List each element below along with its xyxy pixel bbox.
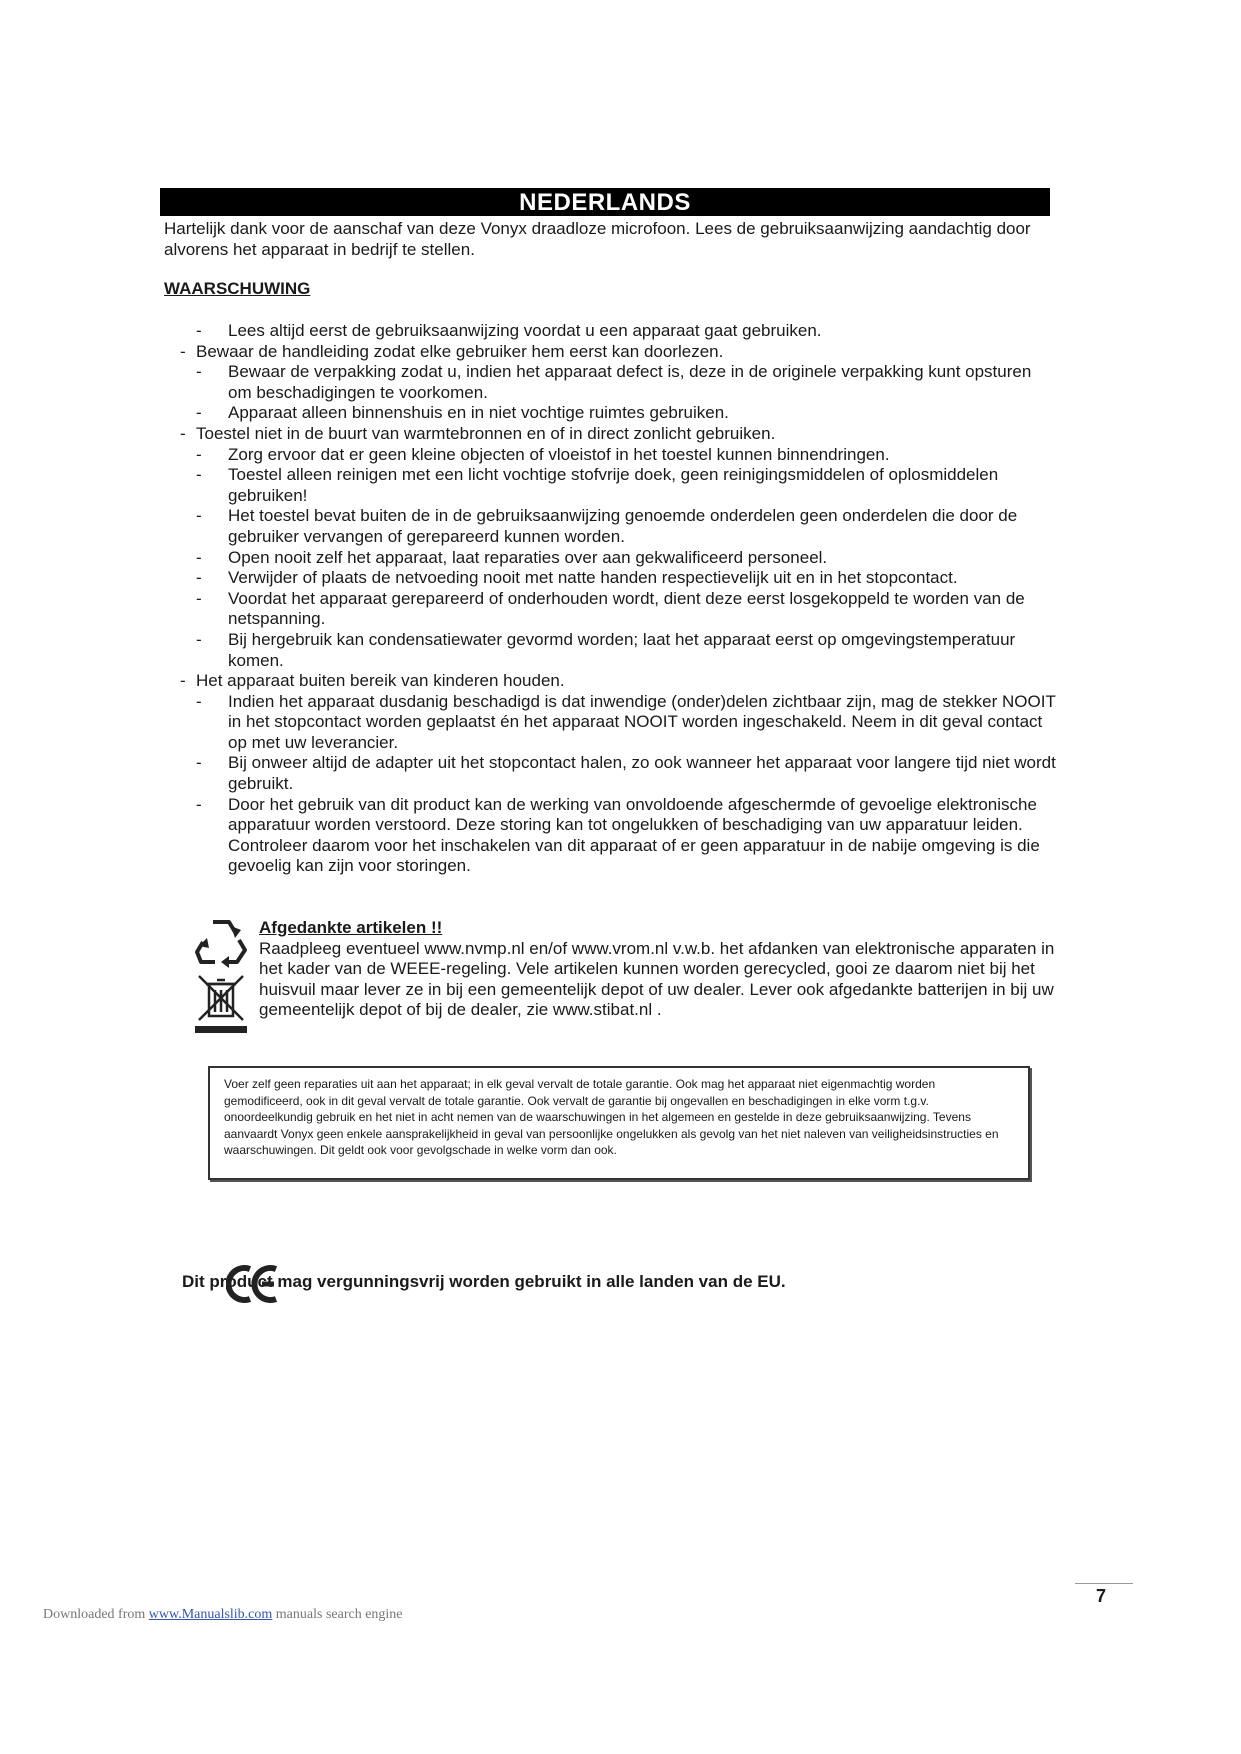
manualslib-link[interactable]: www.Manualslib.com [148,1607,273,1622]
warning-item: - Voordat het apparaat gerepareerd of onderhouden wordt, dient deze eerst losgekoppeld te worden van de netspanning. [196,588,1025,629]
ce-statement: Dit product mag vergunningsvrij worden gebruikt in alle landen van de EU. [182,1272,786,1291]
disposal-text: Raadpleeg eventueel www.nvmp.nl en/of www.vrom.nl v.w.b. het afdanken van elektronische apparaten in het kader van de WEEE-regeling. Vele artikelen kunnen worden gerecycled, gooi ze daarom niet bij het huisvuil maar lever ze in bij een gemeentelijk depot of uw dealer. Lever ook afgedankte batterijen in bij uw gemeentelijk depot of bij de dealer, zie www.stibat.nl . [259,938,1055,1020]
intro-text: Hartelijk dank voor de aanschaf van deze Vonyx draadloze microfoon. Lees de gebruiksaanwijzing aandachtig door alvorens het apparaat in bedrijf te stellen. [164,219,1031,259]
recycle-weee-icon [193,916,249,1036]
warning-item: - Indien het apparaat dusdanig beschadigd is dat inwendige (onder)delen zichtbaar zijn, mag de stekker NOOIT in het stopcontact worden geplaatst én het apparaat NOOIT worden ingeschakeld. Neem in dit geval contact op met uw leverancier. [196,691,1056,752]
warning-item: - Bij onweer altijd de adapter uit het stopcontact halen, zo ook wanneer het apparaat voor langere tijd niet wordt gebruikt. [196,753,1056,794]
warning-item: - Door het gebruik van dit product kan de werking van onvoldoende afgeschermde of gevoelige elektronische apparatuur worden verstoord. Deze storing kan tot ongelukken of beschadiging van uw apparatuur leiden. Controleer daarom voor het inschakelen van dit apparaat of er geen apparatuur in de nabije omgeving is die gevoelig kan zijn voor storingen. [196,794,1040,876]
warning-item: - Zorg ervoor dat er geen kleine objecten of vloeistof in het toestel kunnen binnendringen. [196,444,890,464]
warning-item: - Het apparaat buiten bereik van kinderen houden. [180,671,565,691]
warning-list [180,321,1056,877]
download-source: Downloaded from www.Manualslib.com manuals search engine [43,1607,403,1622]
warning-item: - Open nooit zelf het apparaat, laat reparaties over aan gekwalificeerd personeel. [196,547,828,567]
disposal-heading: Afgedankte artikelen !! [259,918,443,937]
warranty-notice: Voer zelf geen reparaties uit aan het apparaat; in elk geval vervalt de totale garantie. Ook mag het apparaat niet eigenmachtig worden gemodificeerd, ook in dit geval vervalt de totale garantie. Ook vervalt de garantie bij ongevallen en beschadigingen in elke vorm t.g.v. onoordeelkundig gebruik en het niet in acht nemen van de waarschuwingen in het algemeen en gestelde in deze gebruiksaanwijzing. Tevens aanvaardt Vonyx geen enkele aansprakelijkheid in geval van persoonlijke ongelukken als gevolg van het niet naleven van veiligheidsinstructies en waarschuwingen. Dit geldt ook voor gevolgschade in welke vorm dan ook. [208,1066,1030,1180]
page-number: 7 [1096,1586,1107,1606]
warning-item: - Verwijder of plaats de netvoeding nooit met natte handen respectievelijk uit en in het stopcontact. [196,568,958,588]
section-title: NEDERLANDS [160,188,1050,216]
warning-item: - Apparaat alleen binnenshuis en in niet vochtige ruimtes gebruiken. [196,403,729,423]
warning-item: - Het toestel bevat buiten de in de gebruiksaanwijzing genoemde onderdelen geen onderdelen die door de gebruiker vervangen of gerepareerd kunnen worden. [196,506,1018,546]
warning-heading: WAARSCHUWING [164,279,311,298]
disposal-section [259,918,1059,1021]
warning-item: - Toestel alleen reinigen met een licht vochtige stofvrije doek, geen reinigingsmiddelen of oplosmiddelen gebruiken! [196,465,999,505]
warning-item: - Lees altijd eerst de gebruiksaanwijzing voordat u een apparaat gaat gebruiken. [196,321,822,340]
footer-rule [1075,1583,1133,1584]
warning-item: - Bewaar de handleiding zodat elke gebruiker hem eerst kan doorlezen. [180,341,724,361]
warning-item: - Bij hergebruik kan condensatiewater gevormd worden; laat het apparaat eerst op omgevingstemperatuur komen. [196,629,1016,670]
warning-item: - Bewaar de verpakking zodat u, indien het apparaat defect is, deze in de originele verpakking kunt opsturen om beschadigingen te voorkomen. [196,362,1032,402]
ce-mark-icon [226,1262,282,1306]
warning-item: - Toestel niet in de buurt van warmtebronnen en of in direct zonlicht gebruiken. [180,423,776,443]
